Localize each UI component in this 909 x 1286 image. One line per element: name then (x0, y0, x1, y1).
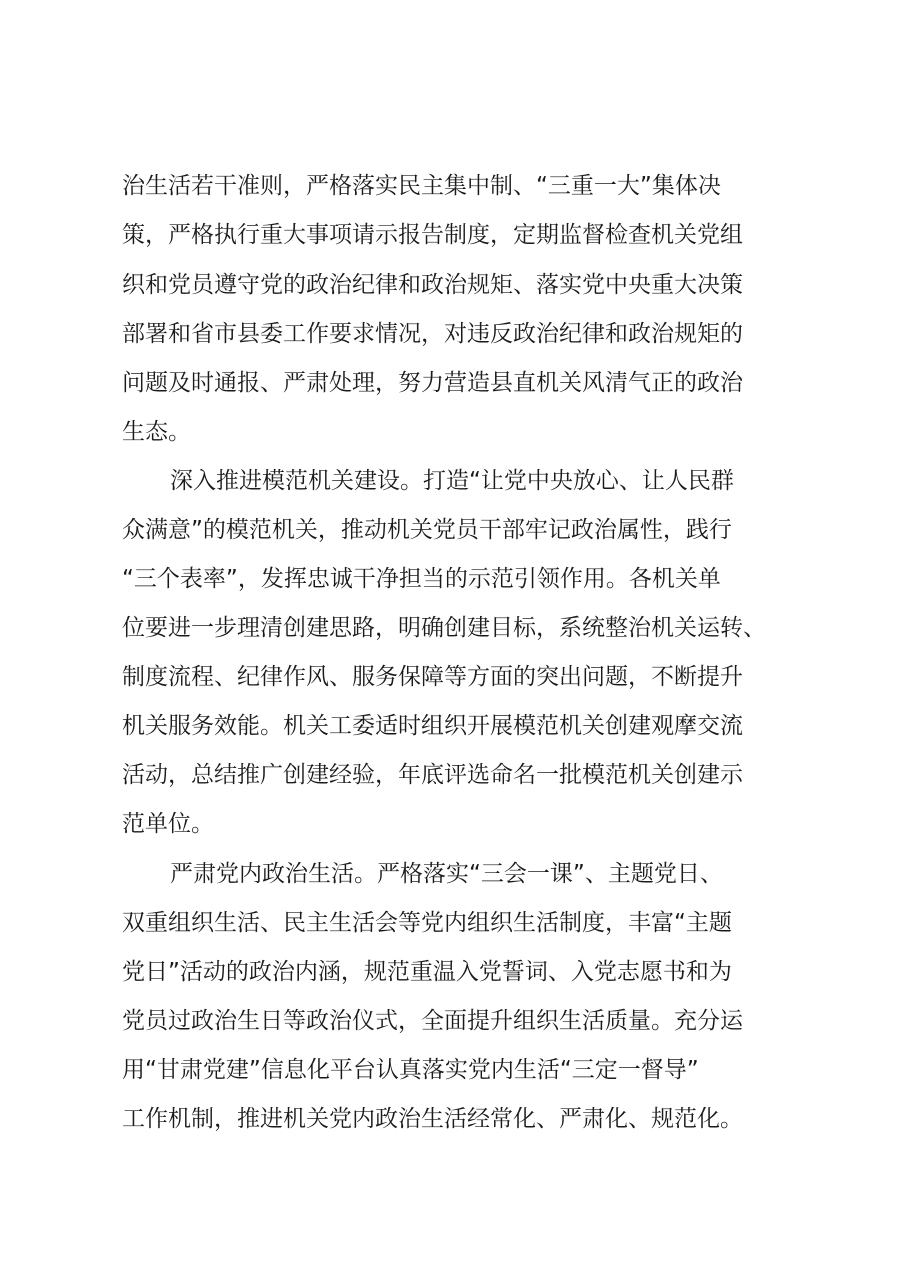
paragraph-1-line-1: 治生活若干准则，严格落实民主集中制、“三重一大”集体决 (122, 173, 721, 199)
paragraph-2-line-2: 众满意”的模范机关，推动机关党员干部牢记政治属性，践行 (122, 517, 732, 543)
paragraph-2-line-4: 位要进一步理清创建思路，明确创建目标，系统整治机关运转、 (122, 615, 766, 641)
paragraph-3-line-6: 工作机制，推进机关党内政治生活经常化、严肃化、规范化。 (122, 1106, 743, 1132)
paragraph-2-line-3: “三个表率”，发挥忠诚干净担当的示范引领作用。各机关单 (122, 566, 721, 592)
paragraph-1-line-4: 部署和省市县委工作要求情况，对违反政治纪律和政治规矩的 (122, 321, 743, 347)
paragraph-1-line-5: 问题及时通报、严肃处理，努力营造县直机关风清气正的政治 (122, 370, 743, 396)
paragraph-3-line-4: 党员过政治生日等政治仪式，全面提升组织生活质量。充分运 (122, 1008, 743, 1034)
paragraph-3-line-2: 双重组织生活、民主生活会等党内组织生活制度，丰富“主题 (122, 910, 732, 936)
paragraph-3-line-3: 党日”活动的政治内涵，规范重温入党誓词、入党志愿书和为 (122, 959, 732, 985)
paragraph-2-line-5: 制度流程、纪律作风、服务保障等方面的突出问题，不断提升 (122, 664, 743, 690)
paragraph-1-line-6: 生态。 (122, 419, 191, 445)
paragraph-2-line-1: 深入推进模范机关建设。打造“让党中央放心、让人民群 (170, 468, 734, 494)
paragraph-2-line-8: 范单位。 (122, 811, 214, 837)
paragraph-1-line-3: 织和党员遵守党的政治纪律和政治规矩、落实党中央重大决策 (122, 272, 743, 298)
paragraph-1-line-2: 策，严格执行重大事项请示报告制度，定期监督检查机关党组 (122, 222, 743, 248)
paragraph-3-line-5: 用“甘肃党建”信息化平台认真落实党内生活“三定一督导” (122, 1057, 699, 1083)
paragraph-2-line-6: 机关服务效能。机关工委适时组织开展模范机关创建观摩交流 (122, 713, 743, 739)
paragraph-3-line-1: 严肃党内政治生活。严格落实“三会一课”、主题党日、 (170, 861, 723, 887)
paragraph-2-line-7: 活动，总结推广创建经验，年底评选命名一批模范机关创建示 (122, 762, 743, 788)
